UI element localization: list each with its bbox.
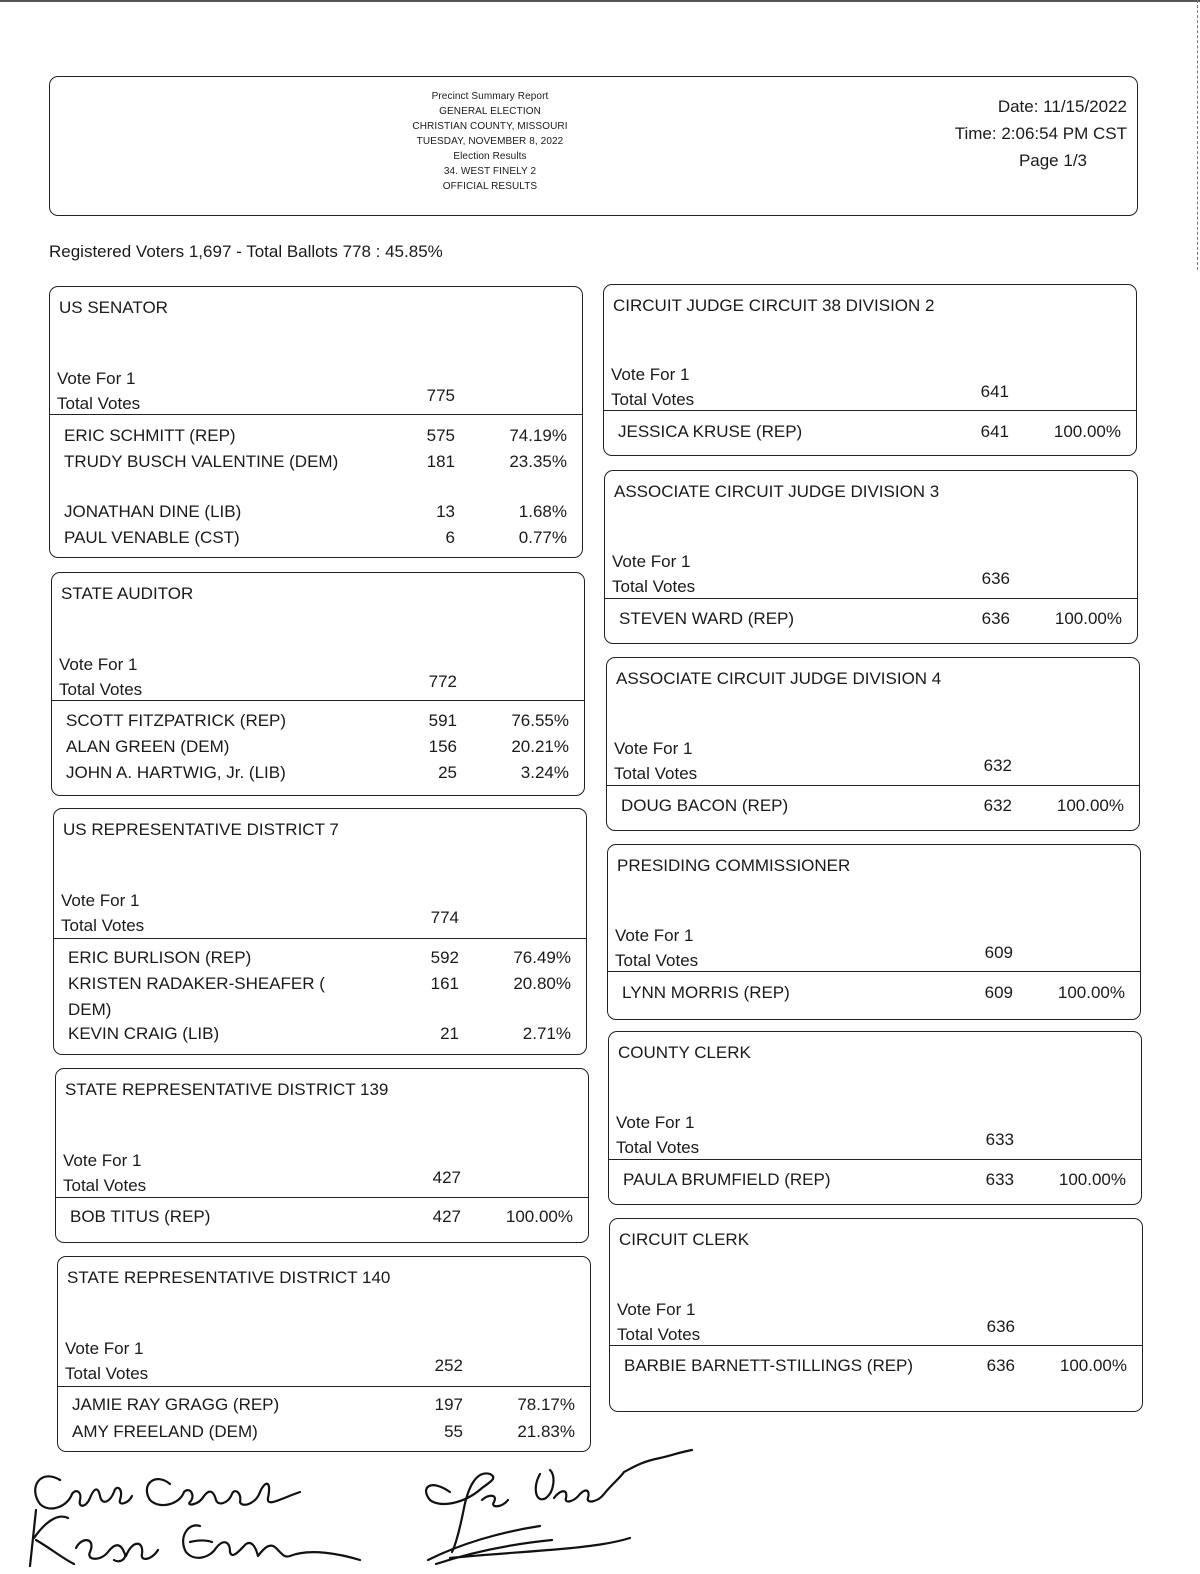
candidate-name: JAMIE RAY GRAGG (REP) [72,1395,280,1414]
total-votes-value: 636 [981,569,1010,588]
results-status: OFFICIAL RESULTS [442,181,538,192]
vote-for-label: Vote For 1 [59,655,138,674]
race-meta [617,1297,700,1347]
candidate-percent: 0.77% [518,528,567,547]
candidate-name: ERIC BURLISON (REP) [68,948,252,967]
report-type: Election Results [453,151,527,162]
race-box [603,284,1137,456]
header-divider [56,1197,588,1198]
candidate-votes: 592 [430,948,459,967]
election-date: TUESDAY, NOVEMBER 8, 2022 [416,136,564,147]
candidate-votes: 181 [426,452,455,471]
candidate-name: JOHN A. HARTWIG, Jr. (LIB) [66,763,286,782]
total-votes-label: Total Votes [611,390,695,409]
race-box [606,657,1140,831]
vote-for-label: Vote For 1 [614,739,693,758]
candidate-row [58,1419,590,1445]
candidate-votes: 591 [428,711,457,730]
total-votes-label: Total Votes [65,1364,149,1383]
race-meta [616,1110,699,1160]
race-box [608,1031,1142,1205]
election-name: GENERAL ELECTION [439,106,541,117]
race-box [609,1218,1143,1412]
candidate-row [52,734,584,760]
total-votes-label: Total Votes [614,764,698,783]
vote-for-label: Vote For 1 [61,891,140,910]
candidate-percent: 2.71% [522,1024,571,1043]
race-box [53,808,587,1055]
page-number: Page 1/3 [1018,151,1087,170]
race-meta [57,366,140,416]
race-box [49,286,583,558]
candidate-row [610,1353,1142,1379]
race-box [604,470,1138,644]
vote-for-label: Vote For 1 [612,552,691,571]
total-votes-value: 636 [986,1317,1015,1336]
total-votes-label: Total Votes [61,916,145,935]
signature-1-stroke [147,1479,300,1505]
report-header [49,76,1138,216]
total-votes-label: Total Votes [63,1176,147,1195]
total-votes-value: 772 [428,672,457,691]
race-title: CIRCUIT JUDGE CIRCUIT 38 DIVISION 2 [613,296,935,315]
signature-3-stroke [426,1450,692,1552]
header-divider [58,1386,590,1387]
race-title: PRESIDING COMMISSIONER [617,856,851,875]
candidate-percent: 23.35% [509,452,567,471]
precinct-name: 34. WEST FINELY 2 [443,166,537,177]
total-votes-label: Total Votes [612,577,696,596]
race-title: COUNTY CLERK [618,1043,751,1062]
candidate-row [52,760,584,786]
candidate-percent: 76.49% [513,948,571,967]
candidate-percent: 20.21% [511,737,569,756]
candidate-name: JESSICA KRUSE (REP) [618,422,803,441]
total-votes-value: 427 [432,1168,461,1187]
header-divider [609,1159,1141,1160]
candidate-name: BOB TITUS (REP) [70,1207,211,1226]
candidate-name: ALAN GREEN (DEM) [66,737,230,756]
candidate-row [50,449,582,475]
page-right-edge [1197,0,1198,270]
candidate-name: SCOTT FITZPATRICK (REP) [66,711,287,730]
candidate-votes: 636 [981,609,1010,628]
candidate-votes: 641 [980,422,1009,441]
vote-for-label: Vote For 1 [611,365,690,384]
candidate-row [54,1021,586,1047]
candidate-percent: 100.00% [505,1207,573,1226]
candidate-row [50,423,582,449]
candidate-votes: 197 [434,1395,463,1414]
total-votes-value: 252 [434,1356,463,1375]
header-divider [54,938,586,939]
header-divider [605,598,1137,599]
race-title: STATE REPRESENTATIVE DISTRICT 139 [65,1080,389,1099]
candidate-name: KRISTEN RADAKER-SHEAFER ( DEM) [68,974,325,1019]
candidate-row [607,793,1139,819]
candidate-percent: 100.00% [1054,609,1122,628]
candidate-votes: 633 [985,1170,1014,1189]
race-meta [63,1148,146,1198]
candidate-votes: 6 [445,528,455,547]
race-title: US SENATOR [59,298,168,317]
candidate-votes: 636 [986,1356,1015,1375]
county-name: CHRISTIAN COUNTY, MISSOURI [412,121,568,132]
race-meta [61,888,144,938]
candidate-name: DOUG BACON (REP) [621,796,789,815]
candidate-row [52,708,584,734]
header-divider [610,1345,1142,1346]
candidate-votes: 609 [984,983,1013,1002]
header-divider [52,700,584,701]
total-votes-label: Total Votes [59,680,143,699]
candidate-percent: 76.55% [511,711,569,730]
race-box [57,1256,591,1452]
race-title: CIRCUIT CLERK [619,1230,750,1249]
total-votes-label: Total Votes [57,394,141,413]
signature-2-stroke [183,1525,360,1560]
race-meta [615,923,698,973]
candidate-name: JONATHAN DINE (LIB) [64,502,242,521]
signature-1-stroke [35,1476,132,1508]
race-title: STATE AUDITOR [61,584,194,603]
race-title: STATE REPRESENTATIVE DISTRICT 140 [67,1268,391,1287]
report-title: Precinct Summary Report [431,91,549,102]
header-divider [608,971,1140,972]
vote-for-label: Vote For 1 [617,1300,696,1319]
report-meta [955,93,1127,174]
candidate-row [50,499,582,525]
candidate-row [54,945,586,971]
turnout-summary: Registered Voters 1,697 - Total Ballots 778 : 45.85% [49,242,443,261]
candidate-row [609,1167,1141,1193]
total-votes-label: Total Votes [615,951,699,970]
candidate-row [50,525,582,551]
vote-for-label: Vote For 1 [615,926,694,945]
header-divider [607,785,1139,786]
total-votes-value: 775 [426,386,455,405]
race-box [607,844,1141,1020]
candidate-votes: 427 [432,1207,461,1226]
candidate-percent: 100.00% [1058,1170,1126,1189]
race-meta [612,549,695,599]
candidate-row [54,971,586,1019]
race-box [51,572,585,796]
candidate-name: STEVEN WARD (REP) [619,609,795,628]
total-votes-value: 774 [430,908,459,927]
race-meta [65,1336,148,1386]
race-box [55,1068,589,1243]
page-top-edge [0,0,1200,2]
total-votes-value: 632 [983,756,1012,775]
candidate-name: PAUL VENABLE (CST) [64,528,240,547]
race-meta [59,652,142,702]
candidate-votes: 575 [426,426,455,445]
total-votes-value: 609 [984,943,1013,962]
candidate-name: KEVIN CRAIG (LIB) [68,1024,220,1043]
total-votes-value: 641 [980,382,1009,401]
total-votes-label: Total Votes [617,1325,701,1344]
race-meta [611,362,694,412]
candidate-votes: 21 [440,1024,459,1043]
race-title: ASSOCIATE CIRCUIT JUDGE DIVISION 3 [614,482,940,501]
candidate-percent: 20.80% [513,974,571,993]
candidate-row [56,1204,588,1230]
vote-for-label: Vote For 1 [65,1339,144,1358]
vote-for-label: Vote For 1 [57,369,136,388]
candidate-name: PAULA BRUMFIELD (REP) [623,1170,831,1189]
race-title: ASSOCIATE CIRCUIT JUDGE DIVISION 4 [616,669,942,688]
signature-2-stroke [30,1510,158,1566]
candidate-percent: 100.00% [1053,422,1121,441]
candidate-votes: 161 [430,974,459,993]
vote-for-label: Vote For 1 [616,1113,695,1132]
candidate-row [605,606,1137,632]
candidate-votes: 25 [438,763,457,782]
header-divider [604,410,1136,411]
candidate-row [58,1392,590,1418]
total-votes-label: Total Votes [616,1138,700,1157]
report-time: Time: 2:06:54 PM CST [954,124,1127,143]
candidate-name: LYNN MORRIS (REP) [622,983,790,1002]
candidate-name: AMY FREELAND (DEM) [72,1422,258,1441]
candidate-percent: 100.00% [1059,1356,1127,1375]
candidate-percent: 100.00% [1057,983,1125,1002]
candidate-percent: 3.24% [520,763,569,782]
race-title: US REPRESENTATIVE DISTRICT 7 [63,820,339,839]
candidate-percent: 21.83% [517,1422,575,1441]
header-divider [50,414,582,415]
candidate-name: ERIC SCHMITT (REP) [64,426,236,445]
candidate-name: TRUDY BUSCH VALENTINE (DEM) [64,452,339,471]
report-date: Date: 11/15/2022 [997,97,1127,116]
report-title-block [350,89,630,194]
candidate-percent: 78.17% [517,1395,575,1414]
candidate-row [608,980,1140,1006]
candidate-votes: 13 [436,502,455,521]
total-votes-value: 633 [985,1130,1014,1149]
handwritten-signatures [20,1448,720,1568]
candidate-row [604,419,1136,445]
candidate-name: BARBIE BARNETT-STILLINGS (REP) [624,1356,914,1375]
vote-for-label: Vote For 1 [63,1151,142,1170]
candidate-percent: 74.19% [509,426,567,445]
race-meta [614,736,697,786]
candidate-percent: 1.68% [518,502,567,521]
candidate-votes: 55 [444,1422,463,1441]
candidate-percent: 100.00% [1056,796,1124,815]
candidate-votes: 632 [983,796,1012,815]
candidate-votes: 156 [428,737,457,756]
